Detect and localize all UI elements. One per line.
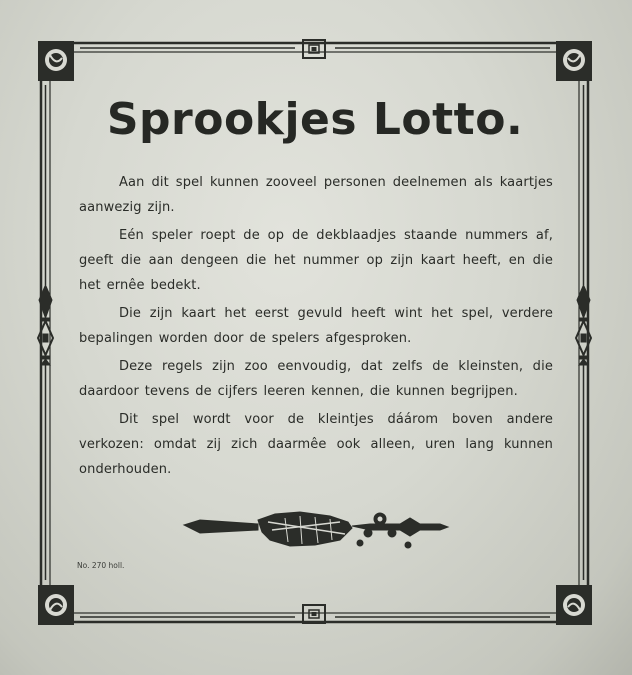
corner-ornament-top-left-icon bbox=[38, 41, 74, 81]
rule-paragraph-1: Aan dit spel kunnen zooveel personen deelnemen als kaartjes aanwezig zijn. bbox=[79, 175, 553, 215]
rule-paragraph-5: Dit spel wordt voor de kleintjes dáárom boven andere verkozen: omdat zij zich daarmêe ook alleen, uren lang kunnen onderhouden. bbox=[79, 412, 553, 477]
decorative-flourish-icon bbox=[184, 512, 448, 548]
card-title: Sprookjes Lotto. bbox=[106, 94, 524, 145]
corner-ornament-top-right-icon bbox=[556, 41, 592, 81]
bottom-medallion-icon bbox=[303, 605, 325, 623]
corner-ornament-bottom-left-icon bbox=[38, 585, 74, 625]
rule-paragraph-4: Deze regels zijn zoo eenvoudig, dat zelfs de kleinsten, die daardoor tevens de cijfers leeren kennen, die kunnen begrijpen. bbox=[79, 359, 553, 399]
rules-text bbox=[79, 170, 553, 485]
rule-paragraph-2: Eén speler roept de op de dekblaadjes staande nummers af, geeft die aan dengeen die het nummer op zijn kaart heeft, en die het ernêe bedekt. bbox=[79, 228, 553, 293]
catalog-number: No. 270 holl. bbox=[77, 561, 125, 570]
rule-paragraph-3: Die zijn kaart het eerst gevuld heeft wint het spel, verdere bepalingen worden door de spelers afgesproken. bbox=[79, 306, 553, 346]
corner-ornament-bottom-right-icon bbox=[556, 585, 592, 625]
